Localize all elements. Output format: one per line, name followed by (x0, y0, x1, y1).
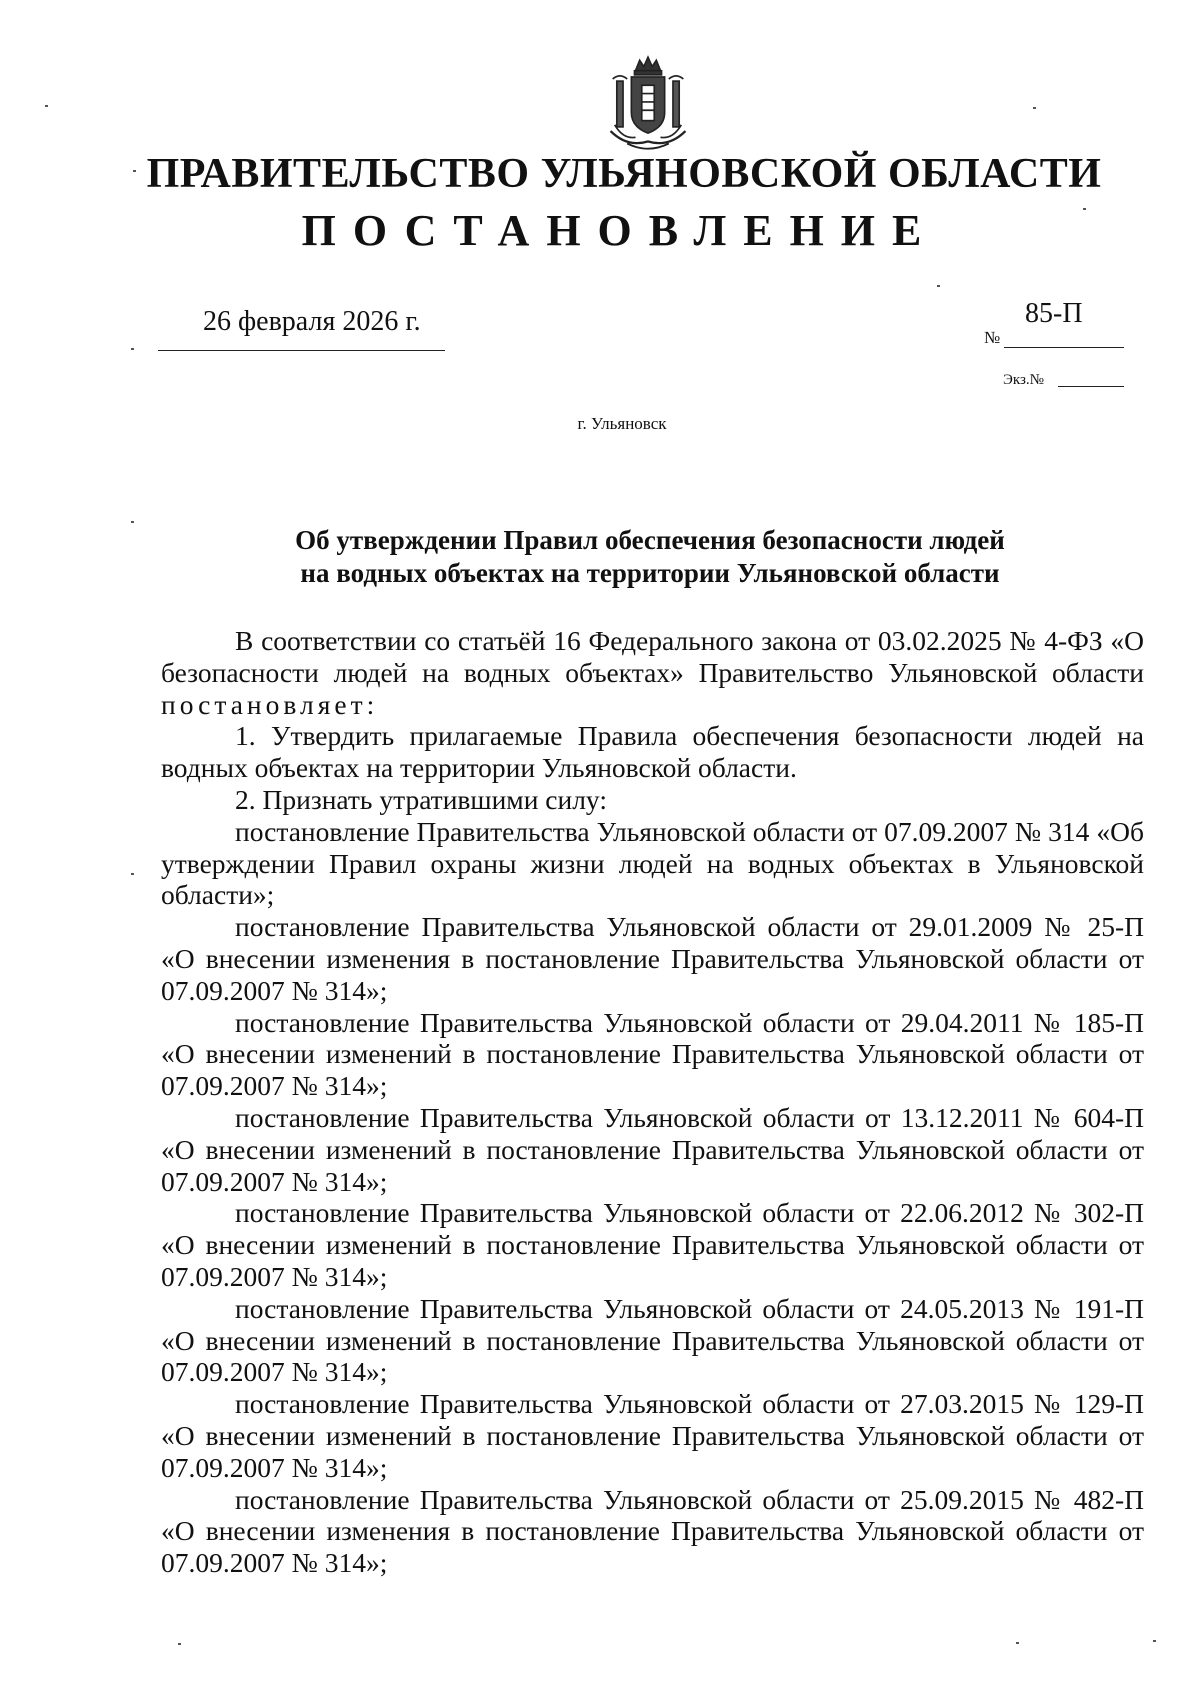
document-body (161, 625, 1144, 1579)
number-prefix: № (984, 328, 1001, 347)
preamble-decree-word: постановляет (161, 688, 367, 720)
item-2-heading: 2. Признать утратившими силу: (235, 783, 607, 815)
document-date: 26 февраля 2026 г. (203, 306, 421, 337)
item-1-paragraph: 1. Утвердить прилагаемые Правила обеспечения безопасности людей на водных объектах на территории Ульяновской области. (161, 720, 1144, 784)
city-name: г. Ульяновск (577, 414, 667, 433)
preamble-colon: : (366, 688, 375, 720)
number-underline (1004, 347, 1124, 348)
copy-number-label: Экз.№ (1003, 372, 1044, 388)
scan-speck (131, 873, 134, 875)
scan-speck (1153, 1640, 1156, 1642)
scan-speck (178, 1643, 181, 1645)
repealed-item: постановление Правительства Ульяновской области от 25.09.2015 № 482-П «О внесении изменения в постановление Правительства Ульяновской области от 07.09.2007 № 314»; (161, 1483, 1144, 1579)
copy-number-underline (1058, 386, 1124, 387)
repealed-item: постановление Правительства Ульяновской области от 29.01.2009 № 25-П «О внесении изменения в постановление Правительства Ульяновской области от 07.09.2007 № 314»; (161, 911, 1144, 1006)
document-type: ПОСТАНОВЛЕНИЕ (301, 206, 939, 255)
repealed-item: постановление Правительства Ульяновской области от 22.06.2012 № 302-П «О внесении изменений в постановление Правительства Ульяновской области от 07.09.2007 № 314»; (161, 1197, 1144, 1292)
repealed-item: постановление Правительства Ульяновской области от 13.12.2011 № 604-П «О внесении изменений в постановление Правительства Ульяновской области от 07.09.2007 № 314»; (161, 1101, 1144, 1197)
repealed-item: постановление Правительства Ульяновской области от 24.05.2013 № 191-П «О внесении изменений в постановление Правительства Ульяновской области от 07.09.2007 № 314»; (161, 1292, 1144, 1388)
scan-speck (131, 521, 134, 523)
title-line-2: на водных объектах на территории Ульяновской области (300, 558, 1000, 588)
document-number: 85-П (1025, 298, 1083, 329)
date-underline (158, 350, 445, 351)
repealed-item: постановление Правительства Ульяновской области от 29.04.2011 № 185-П «О внесении изменений в постановление Правительства Ульяновской области от 07.09.2007 № 314»; (161, 1006, 1144, 1102)
ulyanovsk-oblast-coat-of-arms-icon (596, 52, 700, 156)
scan-speck (937, 285, 940, 287)
scan-speck (133, 170, 136, 172)
repealed-item: постановление Правительства Ульяновской области от 07.09.2007 № 314 «Об утверждении Правил охраны жизни людей на водных объектах в Ульяновской области»; (161, 815, 1144, 911)
scan-speck (131, 348, 134, 350)
document-title (240, 524, 1060, 590)
title-line-1: Об утверждении Правил обеспечения безопасности людей (295, 525, 1005, 555)
preamble-paragraph (161, 625, 1144, 720)
preamble-text: В соответствии со статьёй 16 Федерального закона от 03.02.2025 № 4-ФЗ «О безопасности людей на водных объектах» Правительство Ульяновской области (161, 625, 1144, 688)
scan-speck (1016, 1642, 1019, 1644)
scan-speck (45, 105, 48, 107)
scan-speck (1033, 107, 1036, 109)
organization-name: ПРАВИТЕЛЬСТВО УЛЬЯНОВСКОЙ ОБЛАСТИ (146, 151, 1102, 197)
scan-speck (1083, 208, 1086, 210)
repealed-item: постановление Правительства Ульяновской области от 27.03.2015 № 129-П «О внесении изменений в постановление Правительства Ульяновской области от 07.09.2007 № 314»; (161, 1388, 1144, 1483)
